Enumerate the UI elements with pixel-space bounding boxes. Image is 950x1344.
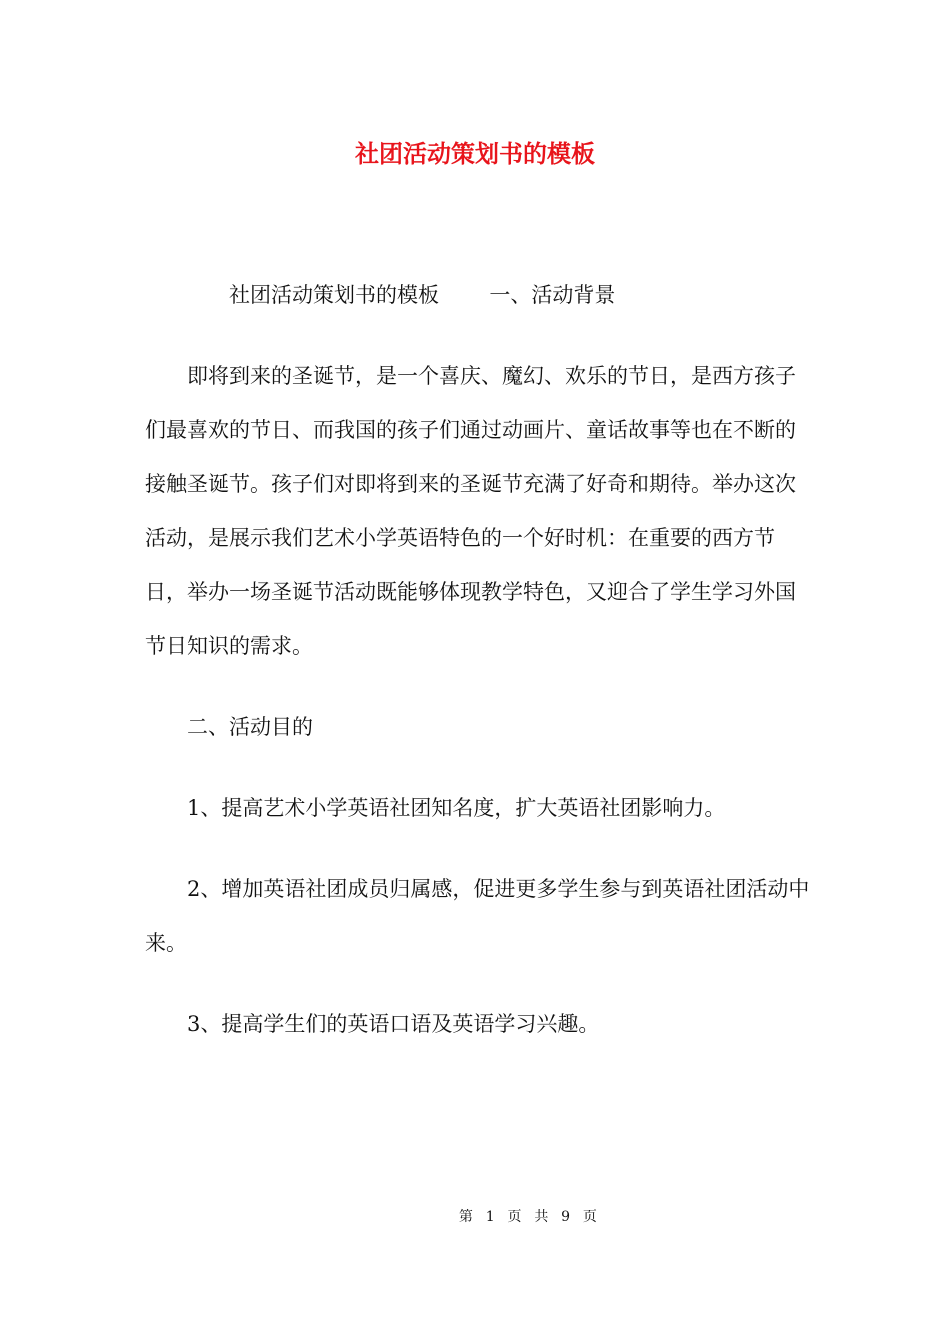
goal-item-3: 3、提高学生们的英语口语及英语学习兴趣。	[187, 1012, 600, 1036]
goal-item-1: 1、提高艺术小学英语社团知名度，扩大英语社团影响力。	[187, 796, 726, 820]
section1-heading: 一、活动背景	[489, 283, 616, 307]
page-indicator: 第 1 页 共 9 页	[458, 1209, 602, 1225]
section2-heading: 二、活动目的	[187, 715, 313, 739]
goal-item-2: 2、增加英语社团成员归属感，促进更多学生参与到英语社团活动中来。	[145, 877, 810, 955]
document-body	[145, 268, 815, 1051]
document-title: 社团活动策划书的模板	[355, 139, 595, 168]
intro-line	[145, 268, 815, 322]
intro-title: 社团活动策划书的模板	[229, 283, 439, 307]
background-paragraph: 即将到来的圣诞节，是一个喜庆、魔幻、欢乐的节日，是西方孩子们最喜欢的节日、而我国的孩子们通过动画片、童话故事等也在不断的接触圣诞节。孩子们对即将到来的圣诞节充满了好奇和期待。举办这次活动，是展示我们艺术小学英语特色的一个好时机：在重要的西方节日，举办一场圣诞节活动既能够体现教学特色，又迎合了学生学习外国节日知识的需求。	[145, 364, 796, 658]
